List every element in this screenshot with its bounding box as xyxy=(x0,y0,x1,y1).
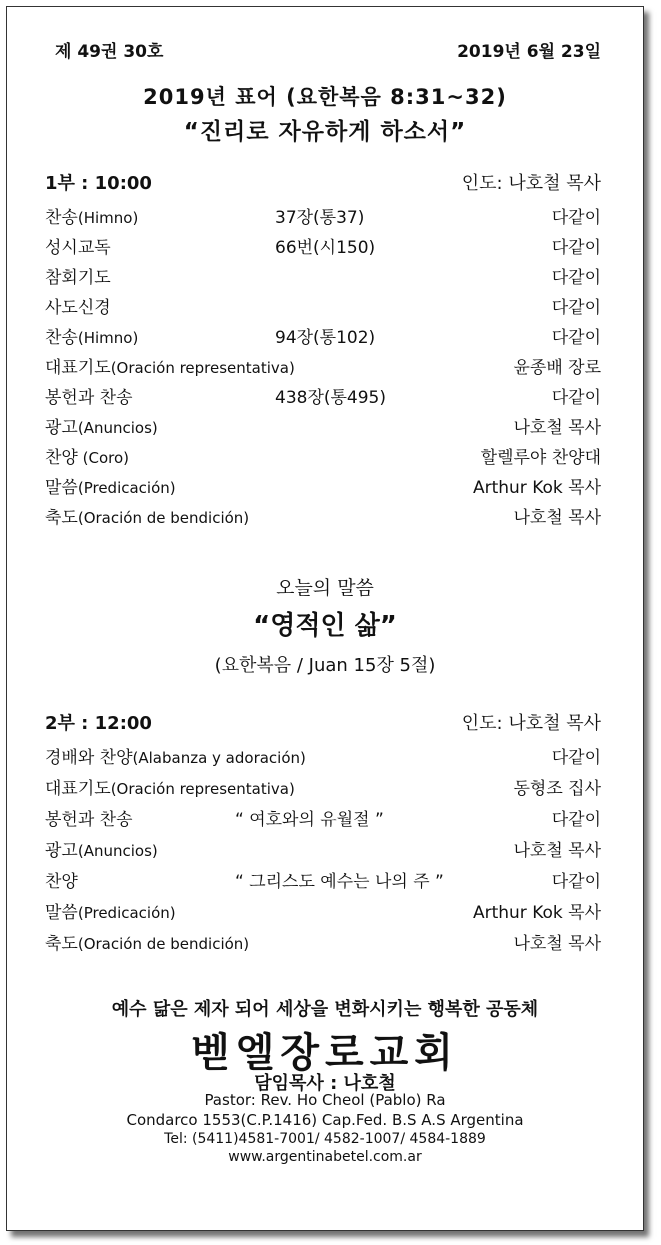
order-item-title: 성시교독 xyxy=(45,238,111,258)
order-item xyxy=(45,293,601,321)
order-item-label xyxy=(45,503,249,528)
order-item-label xyxy=(45,443,129,468)
order-item-subtitle: (Himno) xyxy=(77,329,139,347)
order-item-label xyxy=(45,323,138,348)
order-item-detail: “ 여호와의 유월절 ” xyxy=(235,810,384,830)
order-item xyxy=(45,383,601,411)
order-item-leader: 할렐루야 찬양대 xyxy=(480,448,601,468)
order-item-title: 축도 xyxy=(45,934,78,954)
order-item-title: 봉헌과 찬송 xyxy=(45,810,133,830)
order-item xyxy=(45,413,601,441)
order-item-title: 광고 xyxy=(45,418,78,438)
order-item-title: 찬송 xyxy=(45,328,78,348)
order-item-leader: 다같이 xyxy=(551,810,601,830)
order-item-title: 참회기도 xyxy=(45,268,111,288)
church-website[interactable]: www.argentinabetel.com.ar xyxy=(228,1149,422,1165)
senior-pastor: 담임목사 : 나호철 xyxy=(254,1073,396,1094)
order-item-title: 광고 xyxy=(45,841,78,861)
order-item-leader: 다같이 xyxy=(551,748,601,768)
order-item xyxy=(45,263,601,291)
order-item-leader: 나호철 목사 xyxy=(513,508,601,528)
order-item-label xyxy=(45,774,295,799)
order-item xyxy=(45,867,601,895)
order-item-detail: 94장(통102) xyxy=(275,328,376,348)
order-item-label xyxy=(45,353,295,378)
sermon-title: “영적인 삶” xyxy=(253,611,397,641)
order-item-label xyxy=(45,929,249,954)
order-item-subtitle: (Predicación) xyxy=(77,904,176,922)
order-item-label xyxy=(45,743,306,768)
order-item-leader: 나호철 목사 xyxy=(513,841,601,861)
order-item-subtitle: (Oración representativa) xyxy=(110,359,295,377)
order-item xyxy=(45,233,601,261)
sermon-heading: 오늘의 말씀 xyxy=(276,577,374,599)
order-item-label xyxy=(45,867,78,892)
order-item-leader: 다같이 xyxy=(551,328,601,348)
service2-time: 2부 : 12:00 xyxy=(45,713,152,734)
order-item-label xyxy=(45,293,111,318)
order-item-detail: “ 그리스도 예수는 나의 주 ” xyxy=(235,872,444,892)
order-item-leader: 동형조 집사 xyxy=(513,779,601,799)
order-item-leader: 나호철 목사 xyxy=(513,934,601,954)
order-item-detail: 438장(통495) xyxy=(275,388,387,408)
order-item-label xyxy=(45,383,133,408)
order-item-leader: 다같이 xyxy=(551,238,601,258)
order-item xyxy=(45,836,601,864)
order-item-subtitle: (Oración representativa) xyxy=(110,780,295,798)
order-item-subtitle: (Predicación) xyxy=(77,479,176,497)
order-item-title: 사도신경 xyxy=(45,298,111,318)
order-item xyxy=(45,443,601,471)
order-item-leader: 다같이 xyxy=(551,388,601,408)
order-item-detail: 37장(통37) xyxy=(275,208,365,228)
order-item xyxy=(45,473,601,501)
order-item-label xyxy=(45,898,176,923)
church-name: 벧엘장로교회 xyxy=(191,1030,459,1076)
order-item-label xyxy=(45,805,133,830)
order-item-subtitle: (Oración de bendición) xyxy=(77,509,250,527)
order-item-title: 축도 xyxy=(45,508,78,528)
order-item-title: 대표기도 xyxy=(45,779,111,799)
order-item-subtitle: (Coro) xyxy=(77,449,129,467)
order-item-label xyxy=(45,473,176,498)
church-vision: 예수 닮은 제자 되어 세상을 변화시키는 행복한 공동체 xyxy=(111,999,539,1020)
order-item-title: 대표기도 xyxy=(45,358,111,378)
order-item-label xyxy=(45,233,111,258)
order-item-subtitle: (Himno) xyxy=(77,209,139,227)
order-item-leader: 다같이 xyxy=(551,208,601,228)
pastor-english: Pastor: Rev. Ho Cheol (Pablo) Ra xyxy=(204,1091,446,1109)
order-item-leader: Arthur Kok 목사 xyxy=(472,478,601,498)
order-item-title: 찬양 xyxy=(45,872,78,892)
order-item-title: 말씀 xyxy=(45,903,78,923)
order-item-title: 말씀 xyxy=(45,478,78,498)
order-item xyxy=(45,323,601,351)
order-item-title: 찬양 xyxy=(45,448,78,468)
order-item xyxy=(45,774,601,802)
order-item xyxy=(45,929,601,957)
order-item-detail: 66번(시150) xyxy=(275,238,376,258)
order-item xyxy=(45,898,601,926)
order-item-label xyxy=(45,263,111,288)
motto-line: 2019년 표어 (요한복음 8:31~32) xyxy=(143,85,507,109)
service1-leader: 인도: 나호철 목사 xyxy=(461,173,601,194)
order-item-leader: 윤종배 장로 xyxy=(513,358,601,378)
order-item-label xyxy=(45,203,138,228)
order-item-title: 찬송 xyxy=(45,208,78,228)
order-item-subtitle: (Anuncios) xyxy=(77,419,158,437)
order-item-subtitle: (Oración de bendición) xyxy=(77,935,250,953)
order-item-leader: 다같이 xyxy=(551,872,601,892)
order-item-leader: 나호철 목사 xyxy=(513,418,601,438)
order-item-leader: 다같이 xyxy=(551,268,601,288)
order-item xyxy=(45,353,601,381)
motto-title: “진리로 자유하게 하소서” xyxy=(183,119,467,145)
church-phone: Tel: (5411)4581-7001/ 4582-1007/ 4584-1889 xyxy=(164,1131,486,1147)
order-item-title: 봉헌과 찬송 xyxy=(45,388,133,408)
issue-number: 제 49권 30호 xyxy=(55,42,164,62)
order-item-title: 경배와 찬양 xyxy=(45,748,133,768)
order-item-subtitle: (Alabanza y adoración) xyxy=(132,749,306,767)
order-item-leader: 다같이 xyxy=(551,298,601,318)
order-item xyxy=(45,805,601,833)
order-item-label xyxy=(45,413,158,438)
order-item-subtitle: (Anuncios) xyxy=(77,842,158,860)
service2-leader: 인도: 나호철 목사 xyxy=(461,713,601,734)
bulletin-page xyxy=(6,6,644,1231)
order-item xyxy=(45,203,601,231)
sermon-reference: (요한복음 / Juan 15장 5절) xyxy=(214,655,436,676)
order-item-label xyxy=(45,836,158,861)
order-item-leader: Arthur Kok 목사 xyxy=(472,903,601,923)
service1-time: 1부 : 10:00 xyxy=(45,173,152,194)
bulletin-date: 2019년 6월 23일 xyxy=(457,42,601,62)
order-item xyxy=(45,743,601,771)
order-item xyxy=(45,503,601,531)
church-address: Condarco 1553(C.P.1416) Cap.Fed. B.S A.S Argentina xyxy=(126,1111,524,1129)
